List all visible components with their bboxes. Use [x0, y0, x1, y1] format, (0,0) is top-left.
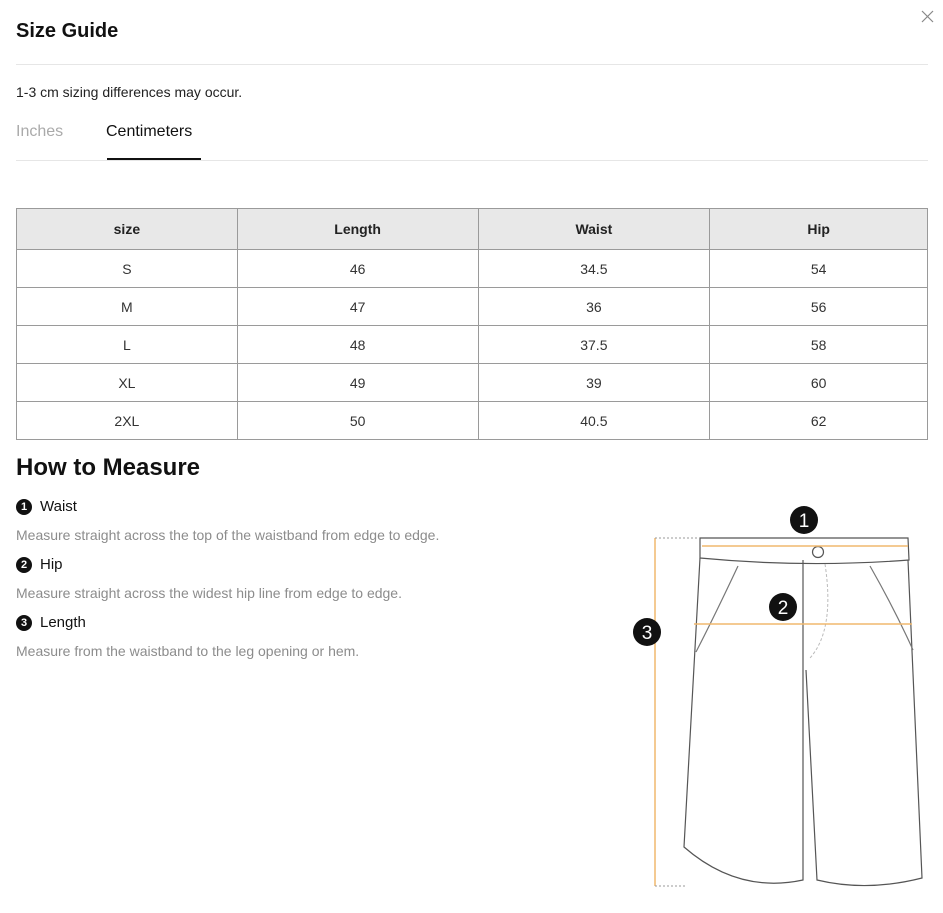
shorts-outline	[684, 538, 922, 886]
cell-length: 50	[237, 402, 478, 440]
how-to-measure-heading: How to Measure	[16, 454, 201, 481]
cell-length: 48	[237, 326, 478, 364]
svg-text:2: 2	[777, 598, 789, 619]
column-header-hip: Hip	[710, 209, 928, 250]
table-row	[17, 288, 928, 326]
tab-inches[interactable]: Inches	[16, 123, 64, 140]
cell-size: S	[17, 250, 238, 288]
cell-waist: 40.5	[478, 402, 710, 440]
cell-waist: 37.5	[478, 326, 710, 364]
measure-item-title: Length	[40, 614, 86, 631]
table-row	[17, 364, 928, 402]
measure-item-waist	[16, 498, 77, 515]
title-divider	[16, 64, 928, 65]
tabs-divider	[16, 160, 928, 161]
measure-item-description: Measure straight across the widest hip line from edge to edge.	[16, 585, 402, 601]
close-icon[interactable]	[918, 7, 936, 25]
tab-centimeters[interactable]: Centimeters	[106, 123, 193, 140]
measure-item-hip	[16, 556, 63, 573]
measure-item-title: Hip	[40, 556, 63, 573]
svg-text:1: 1	[798, 511, 810, 532]
measure-item-description: Measure straight across the top of the waistband from edge to edge.	[16, 527, 440, 543]
marker-2-icon	[769, 593, 797, 621]
cell-hip: 56	[710, 288, 928, 326]
table-row	[17, 402, 928, 440]
cell-hip: 62	[710, 402, 928, 440]
marker-3-icon	[633, 618, 661, 646]
number-2-icon: 2	[16, 557, 32, 573]
cell-length: 47	[237, 288, 478, 326]
cell-size: M	[17, 288, 238, 326]
measure-item-length	[16, 614, 86, 631]
column-header-length: Length	[237, 209, 478, 250]
cell-length: 46	[237, 250, 478, 288]
cell-size: XL	[17, 364, 238, 402]
cell-length: 49	[237, 364, 478, 402]
cell-hip: 54	[710, 250, 928, 288]
column-header-size: size	[17, 209, 238, 250]
table-header-row	[17, 209, 928, 250]
marker-1-icon	[790, 506, 818, 534]
dialog-title: Size Guide	[16, 20, 119, 42]
size-table	[16, 208, 928, 440]
cell-size: L	[17, 326, 238, 364]
sizing-note: 1-3 cm sizing differences may occur.	[16, 84, 243, 100]
table-row	[17, 326, 928, 364]
svg-text:3: 3	[641, 623, 653, 644]
measure-item-title: Waist	[40, 498, 77, 515]
shorts-measurement-diagram	[630, 500, 930, 895]
number-3-icon: 3	[16, 615, 32, 631]
cell-waist: 34.5	[478, 250, 710, 288]
cell-waist: 39	[478, 364, 710, 402]
close-button[interactable]	[918, 7, 936, 25]
cell-hip: 58	[710, 326, 928, 364]
number-1-icon: 1	[16, 499, 32, 515]
cell-hip: 60	[710, 364, 928, 402]
table-row	[17, 250, 928, 288]
measure-item-description: Measure from the waistband to the leg opening or hem.	[16, 643, 360, 659]
cell-size: 2XL	[17, 402, 238, 440]
fly-stitch	[810, 564, 828, 658]
column-header-waist: Waist	[478, 209, 710, 250]
cell-waist: 36	[478, 288, 710, 326]
